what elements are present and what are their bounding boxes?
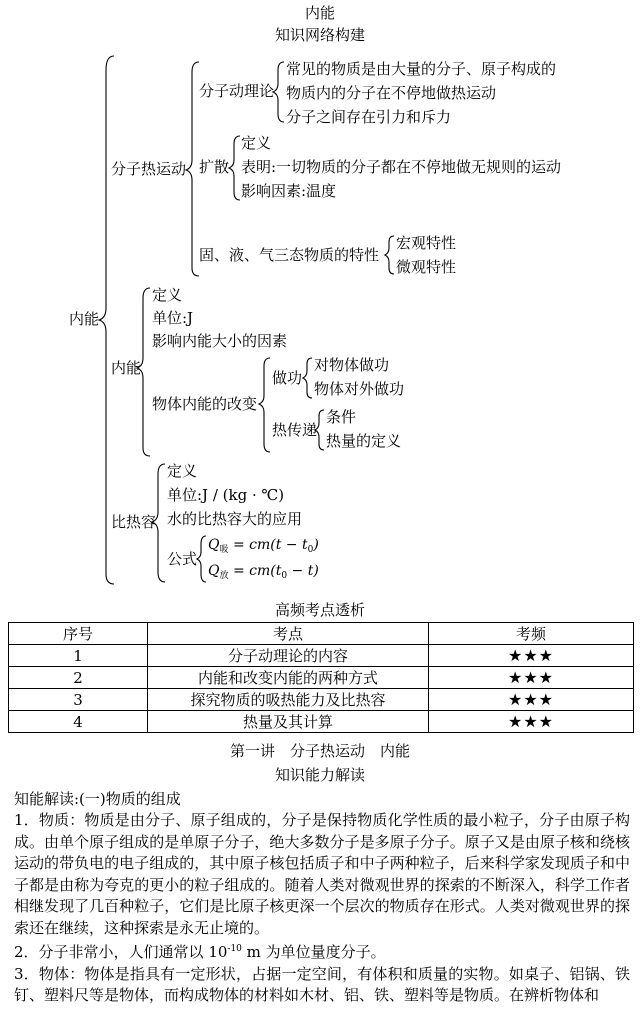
map-diffusion-item: 定义	[241, 134, 272, 152]
brace-change	[259, 358, 270, 452]
map-internal-energy-item: 单位:J	[152, 309, 194, 327]
page-subtitle: 知识网络构建	[274, 26, 365, 44]
map-work-item: 物体对外做功	[314, 380, 405, 398]
map-specific-heat-label: 比热容	[111, 513, 157, 531]
map-specific-heat-item: 定义	[167, 462, 198, 480]
map-states-item: 宏观特性	[396, 234, 457, 252]
map-heat-label: 热传递	[272, 421, 318, 439]
paragraph-molecule-size: 2．分子非常小，人们通常以 $10^{-10}$ m 为单位量度分子。	[14, 943, 386, 961]
map-diffusion-label: 扩散	[199, 158, 230, 176]
map-thermal-motion-label: 分子热运动	[111, 160, 187, 178]
map-diffusion-item: 影响因素:温度	[241, 182, 337, 200]
row-frequency: ★★★	[429, 667, 634, 689]
lesson-body	[14, 810, 630, 1007]
row-number: 1	[9, 645, 148, 667]
map-theory-item: 物质内的分子在不停地做热运动	[286, 84, 497, 102]
page-title: 内能	[304, 4, 335, 22]
column-header: 考点	[148, 623, 429, 645]
row-number: 4	[9, 711, 148, 733]
map-diffusion-item: 表明:一切物质的分子都在不停地做无规则的运动	[241, 158, 562, 176]
paragraph-matter: 1．物质：物质是由分子、原子组成的，分子是保持物质化学性质的最小粒子，分子由原子构成。由单个原子组成的是单原子分子，绝大多数分子是多原子分子。原子又是由原子核和绕核运动的带负电的电子组成的，其中原子核包括质子和中子两种粒子，后来科学家发现质子和中子都是由称为夸克的更小的粒子组成的。随着人类对微观世界的探索的不断深入，科学工作者相继发现了几百种粒子，它们是比原子核更深一个层次的物质存在形式。人类对微观世界的探索还在继续，这种探索是永无止境的。	[14, 811, 630, 937]
row-frequency: ★★★	[429, 689, 634, 711]
row-point: 探究物质的吸热能力及比热容	[148, 689, 429, 711]
map-heat-item: 热量的定义	[326, 432, 402, 450]
map-work-label: 做功	[272, 369, 303, 387]
formula-heat-absorbed: $Q_吸 = cm(t - t_0)$	[208, 537, 319, 555]
map-work-item: 对物体做功	[314, 356, 390, 374]
lesson-title: 第一讲 分子热运动 内能	[229, 742, 410, 760]
map-theory-label: 分子动理论	[199, 82, 275, 100]
row-number: 3	[9, 689, 148, 711]
column-header: 考频	[429, 623, 634, 645]
paragraph-object: 3．物体：物体是指具有一定形状，占据一定空间，有体积和质量的实物。如桌子、铝锅、铁钉、塑料尺等是物体，而构成物体的材料如木材、铝、铁、塑料等是物质。在辨析物体和	[14, 964, 630, 1004]
map-internal-energy-label: 内能	[111, 359, 142, 377]
section-heading: 知能解读:(一)物质的组成	[14, 790, 181, 808]
table-row	[9, 711, 634, 733]
formula-heat-released: $Q_放 = cm(t_0 - t)$	[208, 563, 319, 581]
brace-states	[385, 236, 394, 274]
brace-theory	[273, 62, 284, 122]
brace-diffusion	[229, 136, 240, 200]
brace-work	[303, 358, 312, 398]
column-header: 序号	[9, 623, 148, 645]
map-internal-energy-item: 影响内能大小的因素	[152, 332, 288, 350]
frequency-table	[8, 622, 634, 733]
table-row	[9, 689, 634, 711]
row-point: 分子动理论的内容	[148, 645, 429, 667]
brace-root	[99, 56, 114, 584]
map-root-label: 内能	[69, 310, 100, 328]
map-theory-item: 分子之间存在引力和斥力	[286, 108, 452, 126]
map-states-item: 微观特性	[396, 258, 457, 276]
row-number: 2	[9, 667, 148, 689]
table-header-row	[9, 623, 634, 645]
brace-thermal-motion	[186, 62, 199, 276]
row-frequency: ★★★	[429, 645, 634, 667]
map-internal-energy-item: 定义	[152, 286, 183, 304]
map-specific-heat-item: 单位:J / (kg · ℃)	[167, 486, 285, 504]
map-change-label: 物体内能的改变	[152, 395, 258, 413]
row-point: 内能和改变内能的两种方式	[148, 667, 429, 689]
table-row	[9, 645, 634, 667]
brace-formula	[197, 536, 206, 582]
map-heat-item: 条件	[326, 408, 357, 426]
map-theory-item: 常见的物质是由大量的分子、原子构成的	[286, 60, 557, 78]
row-point: 热量及其计算	[148, 711, 429, 733]
map-specific-heat-item: 水的比热容大的应用	[167, 510, 303, 528]
table-row	[9, 667, 634, 689]
map-formula-label: 公式	[167, 550, 198, 568]
frequency-title: 高频考点透析	[274, 601, 365, 619]
lesson-subtitle: 知识能力解读	[274, 766, 365, 784]
row-frequency: ★★★	[429, 711, 634, 733]
map-states-label: 固、液、气三态物质的特性	[199, 246, 380, 264]
